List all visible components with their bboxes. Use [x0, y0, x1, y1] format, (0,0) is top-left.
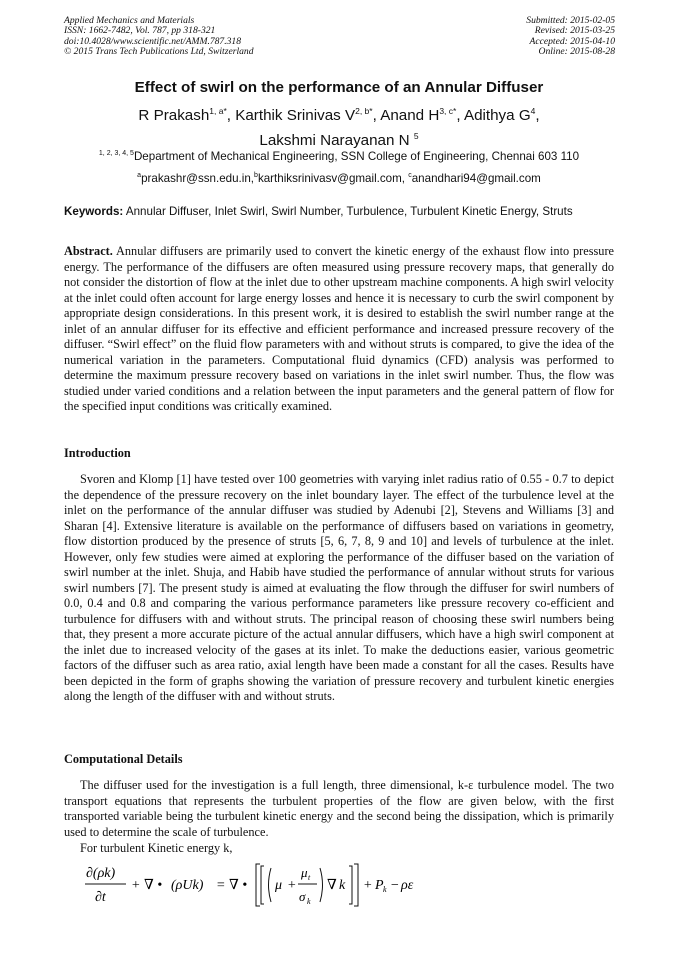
publication-info — [64, 16, 254, 58]
equation-intro: For turbulent Kinetic energy k, — [80, 841, 233, 855]
affiliation-text: Department of Mechanical Engineering, SSN College of Engineering, Chennai 603 110 — [133, 150, 580, 163]
publication-dates — [526, 16, 615, 58]
affiliation — [0, 150, 678, 163]
keywords-text: Annular Diffuser, Inlet Swirl, Swirl Number, Turbulence, Turbulent Kinetic Energy, Struts — [125, 205, 573, 218]
email-mark: a — [137, 172, 142, 179]
svg-text:μ: μ — [275, 878, 283, 893]
svg-text:k: k — [339, 878, 346, 893]
issn-line: ISSN: 1662-7482, Vol. 787, pp 318-321 — [64, 25, 216, 37]
email-mark: b — [254, 172, 258, 179]
abstract — [64, 244, 614, 415]
revised-date: Revised: 2015-03-25 — [534, 25, 615, 37]
author-affiliation-mark: 2, b* — [355, 106, 373, 116]
section-heading-computational-details: Computational Details — [64, 752, 183, 766]
svg-text:t: t — [308, 873, 311, 882]
journal-name: Applied Mechanics and Materials — [64, 15, 195, 26]
author-name: R Prakash — [138, 107, 210, 124]
svg-text:μ: μ — [301, 865, 308, 880]
svg-text:(ρUk): (ρUk) — [171, 878, 204, 893]
keywords — [64, 204, 614, 219]
svg-text:+: + — [363, 878, 373, 893]
svg-text:+ ∇ •: + ∇ • — [131, 878, 163, 893]
abstract-label: Abstract. — [64, 244, 113, 258]
author-name: Karthik Srinivas V — [235, 107, 356, 124]
online-date: Online: 2015-08-28 — [538, 46, 615, 58]
author-name: Adithya G — [463, 107, 531, 124]
email-mark: c — [408, 172, 412, 179]
abstract-text: Annular diffusers are primarily used to convert the kinetic energy of the exhaust flow into pressure energy. The performance of the diffusers are often measured using pressure recovery maps, that generally do not consider the distortion of flow at the inlet due to other upstream machine components. A high swirl velocity at the inlet could often account for large energy losses and hence it is necessary to curb the swirl component by appropriate design considerations. In this present work, it is desired to establish the swirl number range at the inlet of an annular diffuser for its effective and efficient performance and increased pressure recovery of the diffuser. “Swirl effect” on the fluid flow parameters with and without struts is compared, to give the idea of the numerical variation in the parameters. Computational fluid dynamics (CFD) analysis was performed to determine the maximum pressure recovery based on variations in the inlet swirl number. Thus, the flow was studied under varied conditions and a relation between the input parameters and the general pattern of flow for the specified input conditions was critically examined. — [64, 244, 614, 413]
section-heading-introduction: Introduction — [64, 446, 131, 460]
svg-text:∂(ρk): ∂(ρk) — [86, 866, 116, 881]
email-link[interactable]: karthiksrinivasv@gmail.com, — [257, 172, 409, 185]
email-link[interactable]: prakashr@ssn.edu.in, — [141, 172, 255, 185]
introduction-paragraph: Svoren and Klomp [1] have tested over 100 geometries with varying inlet radius ratio of 0.55 - 0.7 to depict the dependence of the pressure recovery on the inlet boundary layer. The effect of the turbulence level at the inlet on the performance of the annular diffuser was studied by Adenubi [2], Stevens and Williams [3] and Sharan [4]. Extensive literature is available on the performance of diffusers based on variations in geometry, flow distortion produced by the presence of struts [5, 6, 7, 8, 9 and 10] and levels of turbulence at the inlet. However, only few studies were aimed at exploring the performance of the diffuser based on the variation of swirl number at the inlet. Shuja, and Habib have studied the performance of annular without struts for various swirl numbers [7]. The present study is aimed at evaluating the flow through the diffuser for swirl numbers of 0.0, 0.4 and 0.8 and comparing the various performance parameters like pressure recovery co-efficient and turbulence for diffusers with and without struts. The principal reason of choosing these swirl numbers being that, they present a more accurate picture of the actual annular diffusers, which have a high swirl component at the inlet due to increased velocity of the gases at its inlet. To make the deductions easier, various geometric factors of the diffuser such as area ratio, axial length have been made a constant for all the cases. Results have been depicted in the form of graphs showing the variation of pressure recovery and turbulent kinetic energies along the length of the diffuser with and without struts. — [64, 472, 614, 703]
email-list — [0, 172, 678, 185]
author-list: R Prakash$^{1, a*}$, Karthik Srinivas $V^{2, b*}$, Anand $H^{3, c*}$, Adithya $G^4$, Lakshmi Narayanan N $^5$ — [138, 106, 540, 149]
affiliation-marks: 1, 2, 3, 4, 5 — [98, 150, 134, 157]
svg-text:k: k — [307, 897, 311, 906]
svg-text:k: k — [383, 885, 387, 894]
doi-link[interactable]: doi:10.4028/www.scientific.net/AMM.787.318 — [64, 35, 242, 47]
author-affiliation-mark: 4 — [530, 106, 536, 116]
svg-text:ρε: ρε — [401, 878, 414, 893]
computational-paragraph: The diffuser used for the investigation is a full length, three dimensional, k-ε turbulence model. The two transport equations that represents the turbulent properties of the flow are given below, with the first transported variable being the turbulent kinetic energy and the second being the dissipation, which is primarily used to determine the scale of turbulence. — [64, 778, 614, 839]
author-name: Anand H — [380, 107, 440, 124]
svg-text:+: + — [287, 878, 297, 893]
author-affiliation-mark: 5 — [413, 131, 419, 141]
author-affiliation-mark: 1, a* — [209, 106, 227, 116]
paper-title: Effect of swirl on the performance of an Annular Diffuser — [134, 79, 544, 96]
svg-text:−: − — [390, 878, 400, 893]
submitted-date: Submitted: 2015-02-05 — [526, 15, 615, 26]
svg-text:= ∇ •: = ∇ • — [216, 878, 248, 893]
accepted-date: Accepted: 2015-04-10 — [529, 35, 615, 47]
copyright-line: © 2015 Trans Tech Publications Ltd, Switzerland — [64, 46, 254, 58]
svg-text:∇: ∇ — [327, 878, 337, 893]
svg-text:∂t: ∂t — [95, 890, 106, 905]
email-link[interactable]: anandhari94@gmail.com — [411, 172, 541, 185]
author-name: Lakshmi Narayanan N — [259, 132, 410, 149]
svg-text:σ: σ — [299, 889, 306, 904]
author-affiliation-mark: 3, c* — [439, 106, 457, 116]
keywords-label: Keywords: — [64, 205, 124, 218]
tke-transport-equation — [84, 860, 424, 910]
svg-text:P: P — [375, 878, 384, 893]
